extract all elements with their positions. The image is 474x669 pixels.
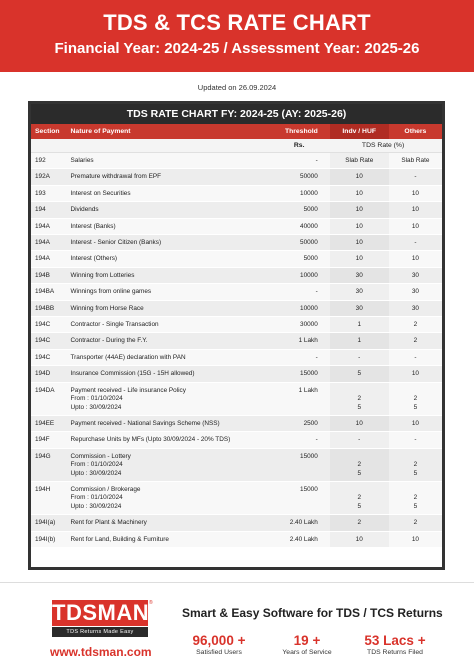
cell-others xyxy=(389,333,442,348)
cell-nature xyxy=(69,301,281,316)
cell-threshold xyxy=(280,235,321,250)
cell-section: 194F xyxy=(35,436,50,444)
cell-spacer xyxy=(322,284,330,299)
cell-threshold-line xyxy=(280,404,317,412)
table-row xyxy=(31,482,442,515)
cell-spacer xyxy=(322,153,330,168)
cell-others-line: 10 xyxy=(411,222,419,230)
cell-indv-huf-line: 30 xyxy=(355,271,363,279)
cell-indv-huf-line: 10 xyxy=(355,173,363,181)
cell-section: 194A xyxy=(35,255,50,263)
cell-indv-huf xyxy=(330,482,389,514)
cell-indv-huf-line: 5 xyxy=(357,370,361,378)
cell-indv-huf-line: 10 xyxy=(355,419,363,427)
cell-indv-huf-line: 5 xyxy=(357,502,361,510)
cell-section: 194I(b) xyxy=(35,535,56,543)
cell-others-line: 2 xyxy=(413,494,418,502)
cell-others xyxy=(389,153,442,168)
cell-spacer xyxy=(322,383,330,415)
table-row xyxy=(31,251,442,267)
cell-section: 194H xyxy=(35,485,51,493)
cell-others-line: 30 xyxy=(411,304,419,312)
cell-others xyxy=(389,416,442,431)
cell-indv-huf xyxy=(330,449,389,481)
cell-nature xyxy=(69,449,281,481)
cell-indv-huf xyxy=(330,416,389,431)
cell-threshold xyxy=(280,449,321,481)
cell-indv-huf-line: 2 xyxy=(357,494,361,502)
cell-indv-huf-line: 5 xyxy=(357,403,361,411)
cell-nature xyxy=(69,202,281,217)
cell-threshold-line: 2.40 Lakh xyxy=(289,519,318,527)
updated-date: Updated on 26.09.2024 xyxy=(197,83,277,92)
table-row xyxy=(31,350,442,366)
cell-others xyxy=(389,383,442,415)
cell-threshold-line: 1 Lakh xyxy=(298,337,318,345)
cell-section: 194A xyxy=(35,222,50,230)
cell-threshold xyxy=(280,317,321,332)
cell-section: 194DA xyxy=(35,386,55,394)
table-row xyxy=(31,235,442,251)
cell-section: 194A xyxy=(35,239,50,247)
cell-nature xyxy=(69,350,281,365)
cell-indv-huf xyxy=(330,432,389,447)
cell-spacer xyxy=(322,482,330,514)
cell-threshold-line: 10000 xyxy=(300,189,318,197)
cell-others-line: - xyxy=(414,173,417,181)
cell-nature-line: Interest (Others) xyxy=(70,255,118,263)
cell-threshold-line: 50000 xyxy=(300,173,318,181)
cell-nature-line: Interest on Securities xyxy=(70,189,131,197)
cell-nature-line: Transporter (44AE) declaration with PAN xyxy=(70,353,186,361)
cell-nature-line: Interest (Banks) xyxy=(70,222,116,230)
cell-threshold-line xyxy=(280,461,317,469)
table-header-row xyxy=(31,124,442,139)
cell-spacer xyxy=(322,169,330,184)
table-row xyxy=(31,268,442,284)
cell-indv-huf xyxy=(330,202,389,217)
cell-indv-huf xyxy=(330,268,389,283)
cell-nature-line: Rent for Plant & Machinery xyxy=(70,519,147,527)
cell-nature xyxy=(69,515,281,530)
cell-threshold-line: 5000 xyxy=(303,255,318,263)
cell-section: 194D xyxy=(35,370,51,378)
cell-nature xyxy=(69,482,281,514)
cell-indv-huf-line xyxy=(330,453,389,461)
cell-spacer xyxy=(322,366,330,381)
cell-others xyxy=(389,235,442,250)
stat-value: 19 + xyxy=(293,633,321,648)
cell-section: 194G xyxy=(35,452,51,460)
cell-threshold xyxy=(280,333,321,348)
cell-threshold-line: 15000 xyxy=(300,485,318,493)
cell-nature-line: Dividends xyxy=(70,206,99,214)
cell-section: 194BA xyxy=(35,288,55,296)
cell-nature-line: Premature withdrawal from EPF xyxy=(70,173,162,181)
cell-threshold-line xyxy=(280,395,317,403)
cell-indv-huf-line: - xyxy=(358,353,361,361)
cell-nature-line: Rent for Land, Building & Furniture xyxy=(70,535,169,543)
cell-indv-huf-line: 30 xyxy=(355,288,363,296)
cell-threshold-line: 10000 xyxy=(300,304,318,312)
page-subtitle: Financial Year: 2024-25 / Assessment Year: 2025-26 xyxy=(54,40,420,57)
tds-rate-table xyxy=(28,101,445,570)
cell-threshold xyxy=(280,268,321,283)
cell-indv-huf xyxy=(330,301,389,316)
cell-nature xyxy=(69,432,281,447)
cell-threshold xyxy=(280,515,321,530)
unit-label: Rs. xyxy=(293,142,305,149)
logo-text: TDSMAN xyxy=(52,600,150,625)
cell-spacer xyxy=(322,186,330,201)
cell-nature xyxy=(69,416,281,431)
table-row xyxy=(31,202,442,218)
cell-others xyxy=(389,284,442,299)
cell-others xyxy=(389,532,442,547)
cell-spacer xyxy=(322,416,330,431)
cell-nature-line: Winning from Horse Race xyxy=(70,304,144,312)
cell-nature xyxy=(69,235,281,250)
cell-nature-line: Upto : 30/09/2024 xyxy=(70,403,122,411)
cell-threshold-line: 10000 xyxy=(300,271,318,279)
cell-others-line: 10 xyxy=(411,206,419,214)
cell-section: 194BB xyxy=(35,304,55,312)
cell-section: 194C xyxy=(35,321,51,329)
cell-threshold-line: 2.40 Lakh xyxy=(289,535,318,543)
stat-years xyxy=(257,633,357,656)
cell-nature-line: Contractor - During the F.Y. xyxy=(70,337,148,345)
header-section: Section xyxy=(35,128,60,135)
cell-others-line xyxy=(389,486,442,494)
cell-threshold-line xyxy=(280,503,317,511)
cell-indv-huf xyxy=(330,153,389,168)
cell-others-line: - xyxy=(414,353,417,361)
table-row xyxy=(31,153,442,169)
cell-nature xyxy=(69,284,281,299)
cell-others-line: 30 xyxy=(411,288,419,296)
cell-indv-huf-line: 10 xyxy=(355,239,363,247)
stat-value: 53 Lacs + xyxy=(364,633,426,648)
cell-threshold-line: 1 Lakh xyxy=(298,386,318,394)
cell-threshold xyxy=(280,169,321,184)
table-row xyxy=(31,532,442,548)
cell-nature-line: Interest - Senior Citizen (Banks) xyxy=(70,239,162,247)
table-row xyxy=(31,383,442,416)
cell-nature-line: Repurchase Units by MFs (Upto 30/09/2024 - 20% TDS) xyxy=(70,436,231,444)
cell-others-line xyxy=(389,453,442,461)
cell-section: 192 xyxy=(35,157,46,164)
cell-threshold xyxy=(280,284,321,299)
cell-indv-huf-line: 10 xyxy=(355,535,363,543)
cell-nature-line: Payment received - National Savings Scheme (NSS) xyxy=(70,419,220,427)
cell-others xyxy=(389,301,442,316)
cell-threshold xyxy=(280,383,321,415)
cell-others-line: 10 xyxy=(411,370,419,378)
cell-nature xyxy=(69,219,281,234)
cell-others xyxy=(389,268,442,283)
cell-nature-line: Upto : 30/09/2024 xyxy=(70,469,122,477)
cell-nature xyxy=(69,366,281,381)
cell-nature-line: Upto : 30/09/2024 xyxy=(70,502,122,510)
cell-others-line: 5 xyxy=(413,469,418,477)
cell-others xyxy=(389,202,442,217)
stat-label: Satisfied Users xyxy=(196,649,242,656)
stat-label: TDS Returns Filed xyxy=(367,649,423,656)
cell-threshold-line: - xyxy=(315,353,318,361)
cell-spacer xyxy=(322,235,330,250)
cell-nature xyxy=(69,251,281,266)
table-row xyxy=(31,186,442,202)
table-row xyxy=(31,333,442,349)
page-title: TDS & TCS RATE CHART xyxy=(103,10,371,35)
cell-threshold-line xyxy=(280,494,317,502)
cell-others-line: 10 xyxy=(411,419,419,427)
cell-nature-line: From : 01/10/2024 xyxy=(70,461,123,469)
cell-spacer xyxy=(322,268,330,283)
stat-label: Years of Service xyxy=(282,649,332,656)
cell-nature-line: Salaries xyxy=(70,157,94,164)
cell-nature-line: From : 01/10/2024 xyxy=(70,395,123,403)
cell-spacer xyxy=(322,449,330,481)
stat-users xyxy=(169,633,269,656)
cell-nature-line: Winnings from online games xyxy=(70,288,152,296)
cell-indv-huf-line: 10 xyxy=(355,222,363,230)
cell-nature-line: Contractor - Single Transaction xyxy=(70,321,159,329)
cell-others xyxy=(389,449,442,481)
cell-threshold xyxy=(280,219,321,234)
header-others: Others xyxy=(389,124,442,139)
cell-indv-huf-line: 1 xyxy=(357,337,361,345)
stat-value: 96,000 + xyxy=(192,633,246,648)
cell-nature xyxy=(69,532,281,547)
cell-spacer xyxy=(322,301,330,316)
website-link[interactable]: www.tdsman.com xyxy=(50,645,152,659)
cell-others-line: 2 xyxy=(413,461,418,469)
cell-indv-huf xyxy=(330,333,389,348)
table-row xyxy=(31,169,442,185)
cell-others xyxy=(389,482,442,514)
cell-spacer xyxy=(322,350,330,365)
logo-tagline: TDS Returns Made Easy xyxy=(52,627,148,637)
cell-others-line: 2 xyxy=(413,321,418,329)
cell-threshold xyxy=(280,153,321,168)
cell-threshold-line: 40000 xyxy=(300,222,318,230)
header-indv-huf: Indv / HUF xyxy=(330,124,389,139)
footer-divider xyxy=(0,582,474,583)
cell-others-line: 2 xyxy=(413,337,418,345)
cell-others-line: - xyxy=(414,239,417,247)
table-row xyxy=(31,432,442,448)
table-row xyxy=(31,317,442,333)
cell-indv-huf-line xyxy=(330,387,389,395)
cell-nature-line: Payment received - Life insurance Policy xyxy=(70,386,186,394)
cell-spacer xyxy=(322,317,330,332)
cell-spacer xyxy=(322,251,330,266)
cell-others-line: 2 xyxy=(413,395,418,403)
cell-threshold xyxy=(280,482,321,514)
cell-threshold-line: 5000 xyxy=(303,206,318,214)
cell-indv-huf xyxy=(330,383,389,415)
cell-nature-line: Commission - Lottery xyxy=(70,452,131,460)
promo-text: Smart & Easy Software for TDS / TCS Returns xyxy=(182,606,443,620)
cell-nature xyxy=(69,153,281,168)
cell-nature xyxy=(69,169,281,184)
cell-indv-huf xyxy=(330,284,389,299)
cell-nature-line: Insurance Commission (15G - 15H allowed) xyxy=(70,370,195,378)
cell-nature-line: Commission / Brokerage xyxy=(70,485,141,493)
cell-others-line xyxy=(389,387,442,395)
cell-threshold xyxy=(280,186,321,201)
cell-threshold xyxy=(280,202,321,217)
cell-threshold xyxy=(280,416,321,431)
cell-threshold-line: 30000 xyxy=(300,321,318,329)
registered-mark: ® xyxy=(149,600,153,606)
tds-rate-label: TDS Rate (%) xyxy=(361,142,405,149)
cell-threshold-line: 50000 xyxy=(300,239,318,247)
cell-threshold xyxy=(280,251,321,266)
header-banner xyxy=(0,0,474,72)
cell-nature-line: Winning from Lotteries xyxy=(70,271,135,279)
cell-threshold-line: - xyxy=(315,157,318,164)
header-nature: Nature of Payment xyxy=(70,128,131,135)
cell-section: 193 xyxy=(35,189,46,197)
cell-threshold xyxy=(280,366,321,381)
cell-threshold xyxy=(280,301,321,316)
stat-returns xyxy=(345,633,445,656)
cell-nature xyxy=(69,383,281,415)
cell-spacer xyxy=(322,532,330,547)
cell-indv-huf-line: 10 xyxy=(355,206,363,214)
cell-indv-huf-line: Slab Rate xyxy=(345,157,374,164)
table-title: TDS RATE CHART FY: 2024-25 (AY: 2025-26) xyxy=(31,104,442,124)
cell-threshold xyxy=(280,532,321,547)
cell-spacer xyxy=(322,432,330,447)
cell-indv-huf-line: 2 xyxy=(357,461,361,469)
cell-threshold-line xyxy=(280,470,317,478)
cell-indv-huf xyxy=(330,251,389,266)
cell-section: 192A xyxy=(35,173,50,181)
table-subheader-row xyxy=(31,139,442,153)
table-row xyxy=(31,515,442,531)
table-row xyxy=(31,416,442,432)
cell-others-line: 5 xyxy=(413,502,418,510)
cell-others-line: - xyxy=(414,436,417,444)
cell-others xyxy=(389,432,442,447)
cell-section: 194EE xyxy=(35,419,55,427)
cell-indv-huf-line: 2 xyxy=(357,395,361,403)
table-row xyxy=(31,284,442,300)
cell-nature xyxy=(69,186,281,201)
cell-indv-huf xyxy=(330,317,389,332)
cell-others-line: 30 xyxy=(411,271,419,279)
cell-others xyxy=(389,350,442,365)
table-row xyxy=(31,301,442,317)
header-threshold: Threshold xyxy=(284,128,318,135)
cell-nature xyxy=(69,268,281,283)
cell-others-line: Slab Rate xyxy=(401,157,430,164)
tdsman-logo xyxy=(52,600,153,638)
table-row xyxy=(31,449,442,482)
cell-indv-huf xyxy=(330,366,389,381)
table-body xyxy=(31,153,442,548)
table-row xyxy=(31,366,442,382)
cell-nature xyxy=(69,317,281,332)
cell-spacer xyxy=(322,219,330,234)
cell-nature-line: From : 01/10/2024 xyxy=(70,494,123,502)
cell-threshold-line: - xyxy=(315,436,318,444)
cell-spacer xyxy=(322,202,330,217)
cell-others xyxy=(389,186,442,201)
cell-others-line: 10 xyxy=(411,189,419,197)
cell-threshold-line: - xyxy=(315,288,318,296)
cell-section: 194B xyxy=(35,271,50,279)
cell-others xyxy=(389,219,442,234)
cell-others xyxy=(389,169,442,184)
cell-others xyxy=(389,317,442,332)
cell-threshold xyxy=(280,432,321,447)
cell-indv-huf-line xyxy=(330,486,389,494)
cell-others-line: 10 xyxy=(411,255,419,263)
cell-others-line: 5 xyxy=(413,403,418,411)
cell-others-line: 2 xyxy=(413,519,418,527)
cell-threshold-line: 15000 xyxy=(300,370,318,378)
cell-indv-huf-line: - xyxy=(358,436,361,444)
header-spacer xyxy=(322,124,330,139)
cell-indv-huf xyxy=(330,515,389,530)
cell-spacer xyxy=(322,515,330,530)
cell-section: 194 xyxy=(35,206,46,214)
cell-indv-huf-line: 2 xyxy=(357,519,361,527)
cell-others-line: 10 xyxy=(411,535,419,543)
cell-indv-huf xyxy=(330,169,389,184)
cell-section: 194C xyxy=(35,353,51,361)
table-row xyxy=(31,219,442,235)
cell-indv-huf xyxy=(330,532,389,547)
cell-indv-huf-line: 1 xyxy=(357,321,361,329)
cell-indv-huf xyxy=(330,235,389,250)
cell-indv-huf-line: 10 xyxy=(355,255,363,263)
cell-indv-huf xyxy=(330,219,389,234)
cell-others xyxy=(389,515,442,530)
cell-threshold xyxy=(280,350,321,365)
cell-indv-huf xyxy=(330,350,389,365)
cell-indv-huf-line: 5 xyxy=(357,469,361,477)
cell-indv-huf-line: 30 xyxy=(355,304,363,312)
cell-others xyxy=(389,251,442,266)
cell-section: 194I(a) xyxy=(35,519,56,527)
cell-threshold-line: 15000 xyxy=(300,452,318,460)
cell-indv-huf-line: 10 xyxy=(355,189,363,197)
cell-others xyxy=(389,366,442,381)
cell-threshold-line: 2500 xyxy=(303,419,318,427)
cell-section: 194C xyxy=(35,337,51,345)
cell-nature xyxy=(69,333,281,348)
cell-indv-huf xyxy=(330,186,389,201)
cell-spacer xyxy=(322,333,330,348)
